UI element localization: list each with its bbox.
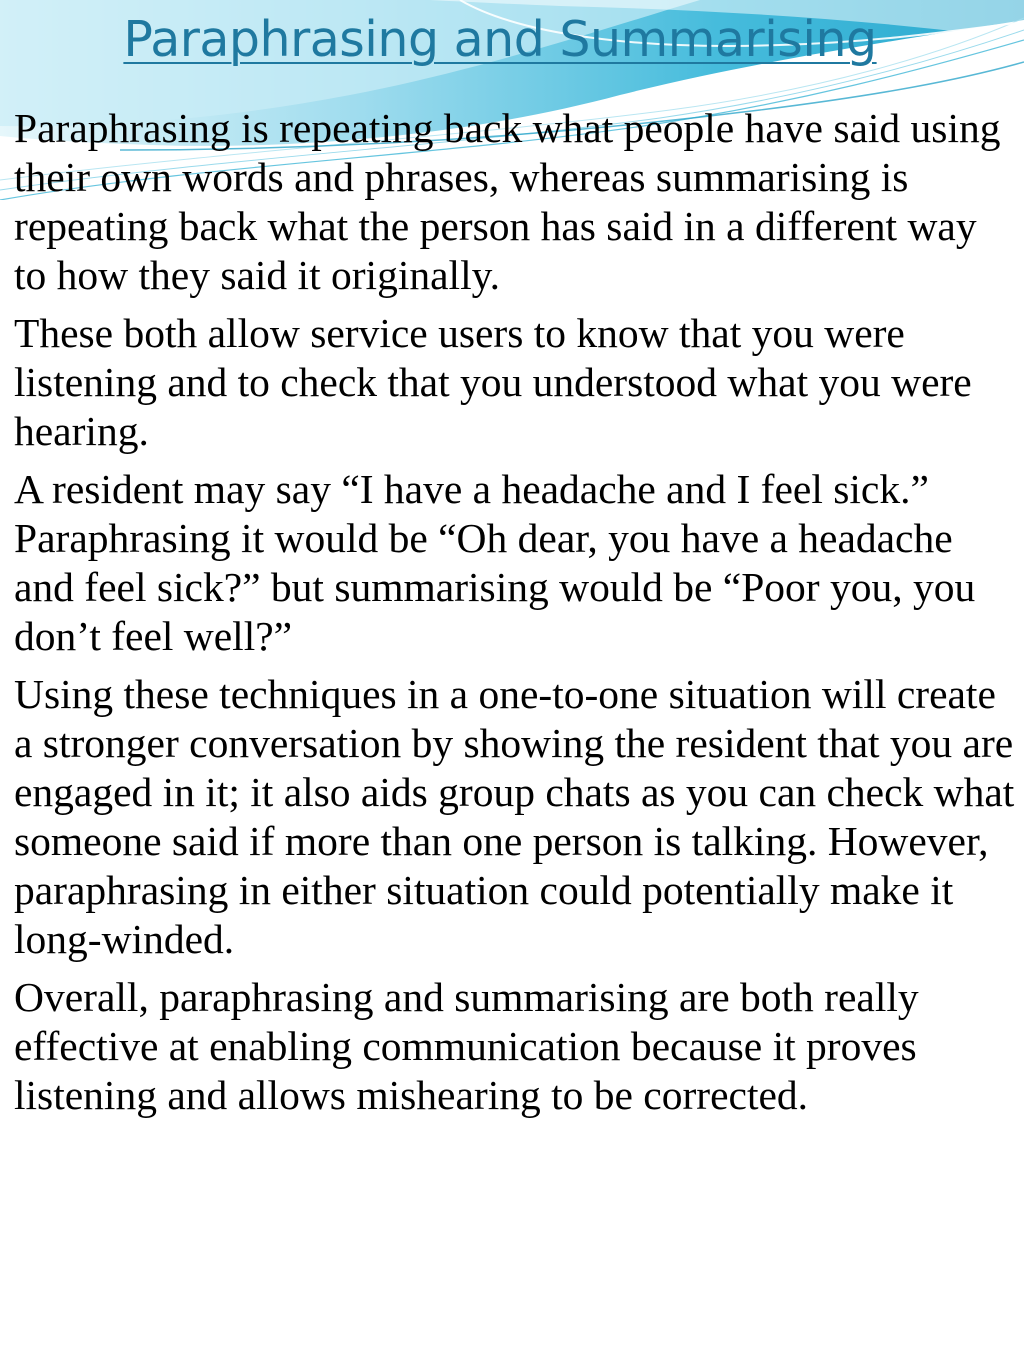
paragraph-example: A resident may say “I have a headache and I feel sick.” Paraphrasing it would be “Oh dear, you have a headache and feel sick?” but summarising would be “Poor you, you don’t feel well?”	[14, 466, 976, 659]
paragraph-definition: Paraphrasing is repeating back what people have said using their own words and phrases, whereas summarising is repeating back what the person has said in a different way to how they said it originally.	[14, 105, 1001, 298]
paragraph-techniques: Using these techniques in a one-to-one situation will create a stronger conversation by showing the resident that you are engaged in it; it also aids group chats as you can check what someone said if more than one person is talking. However, paraphrasing in either situation could potentially make it long-winded.	[14, 671, 1015, 962]
paragraph-benefit: These both allow service users to know that you were listening and to check that you understood what you were hearing.	[14, 310, 972, 454]
body-text	[14, 104, 1019, 1129]
page-title: Paraphrasing and Summarising	[123, 11, 877, 68]
paragraph-conclusion: Overall, paraphrasing and summarising are both really effective at enabling communication because it proves listening and allows mishearing to be corrected.	[14, 974, 919, 1118]
